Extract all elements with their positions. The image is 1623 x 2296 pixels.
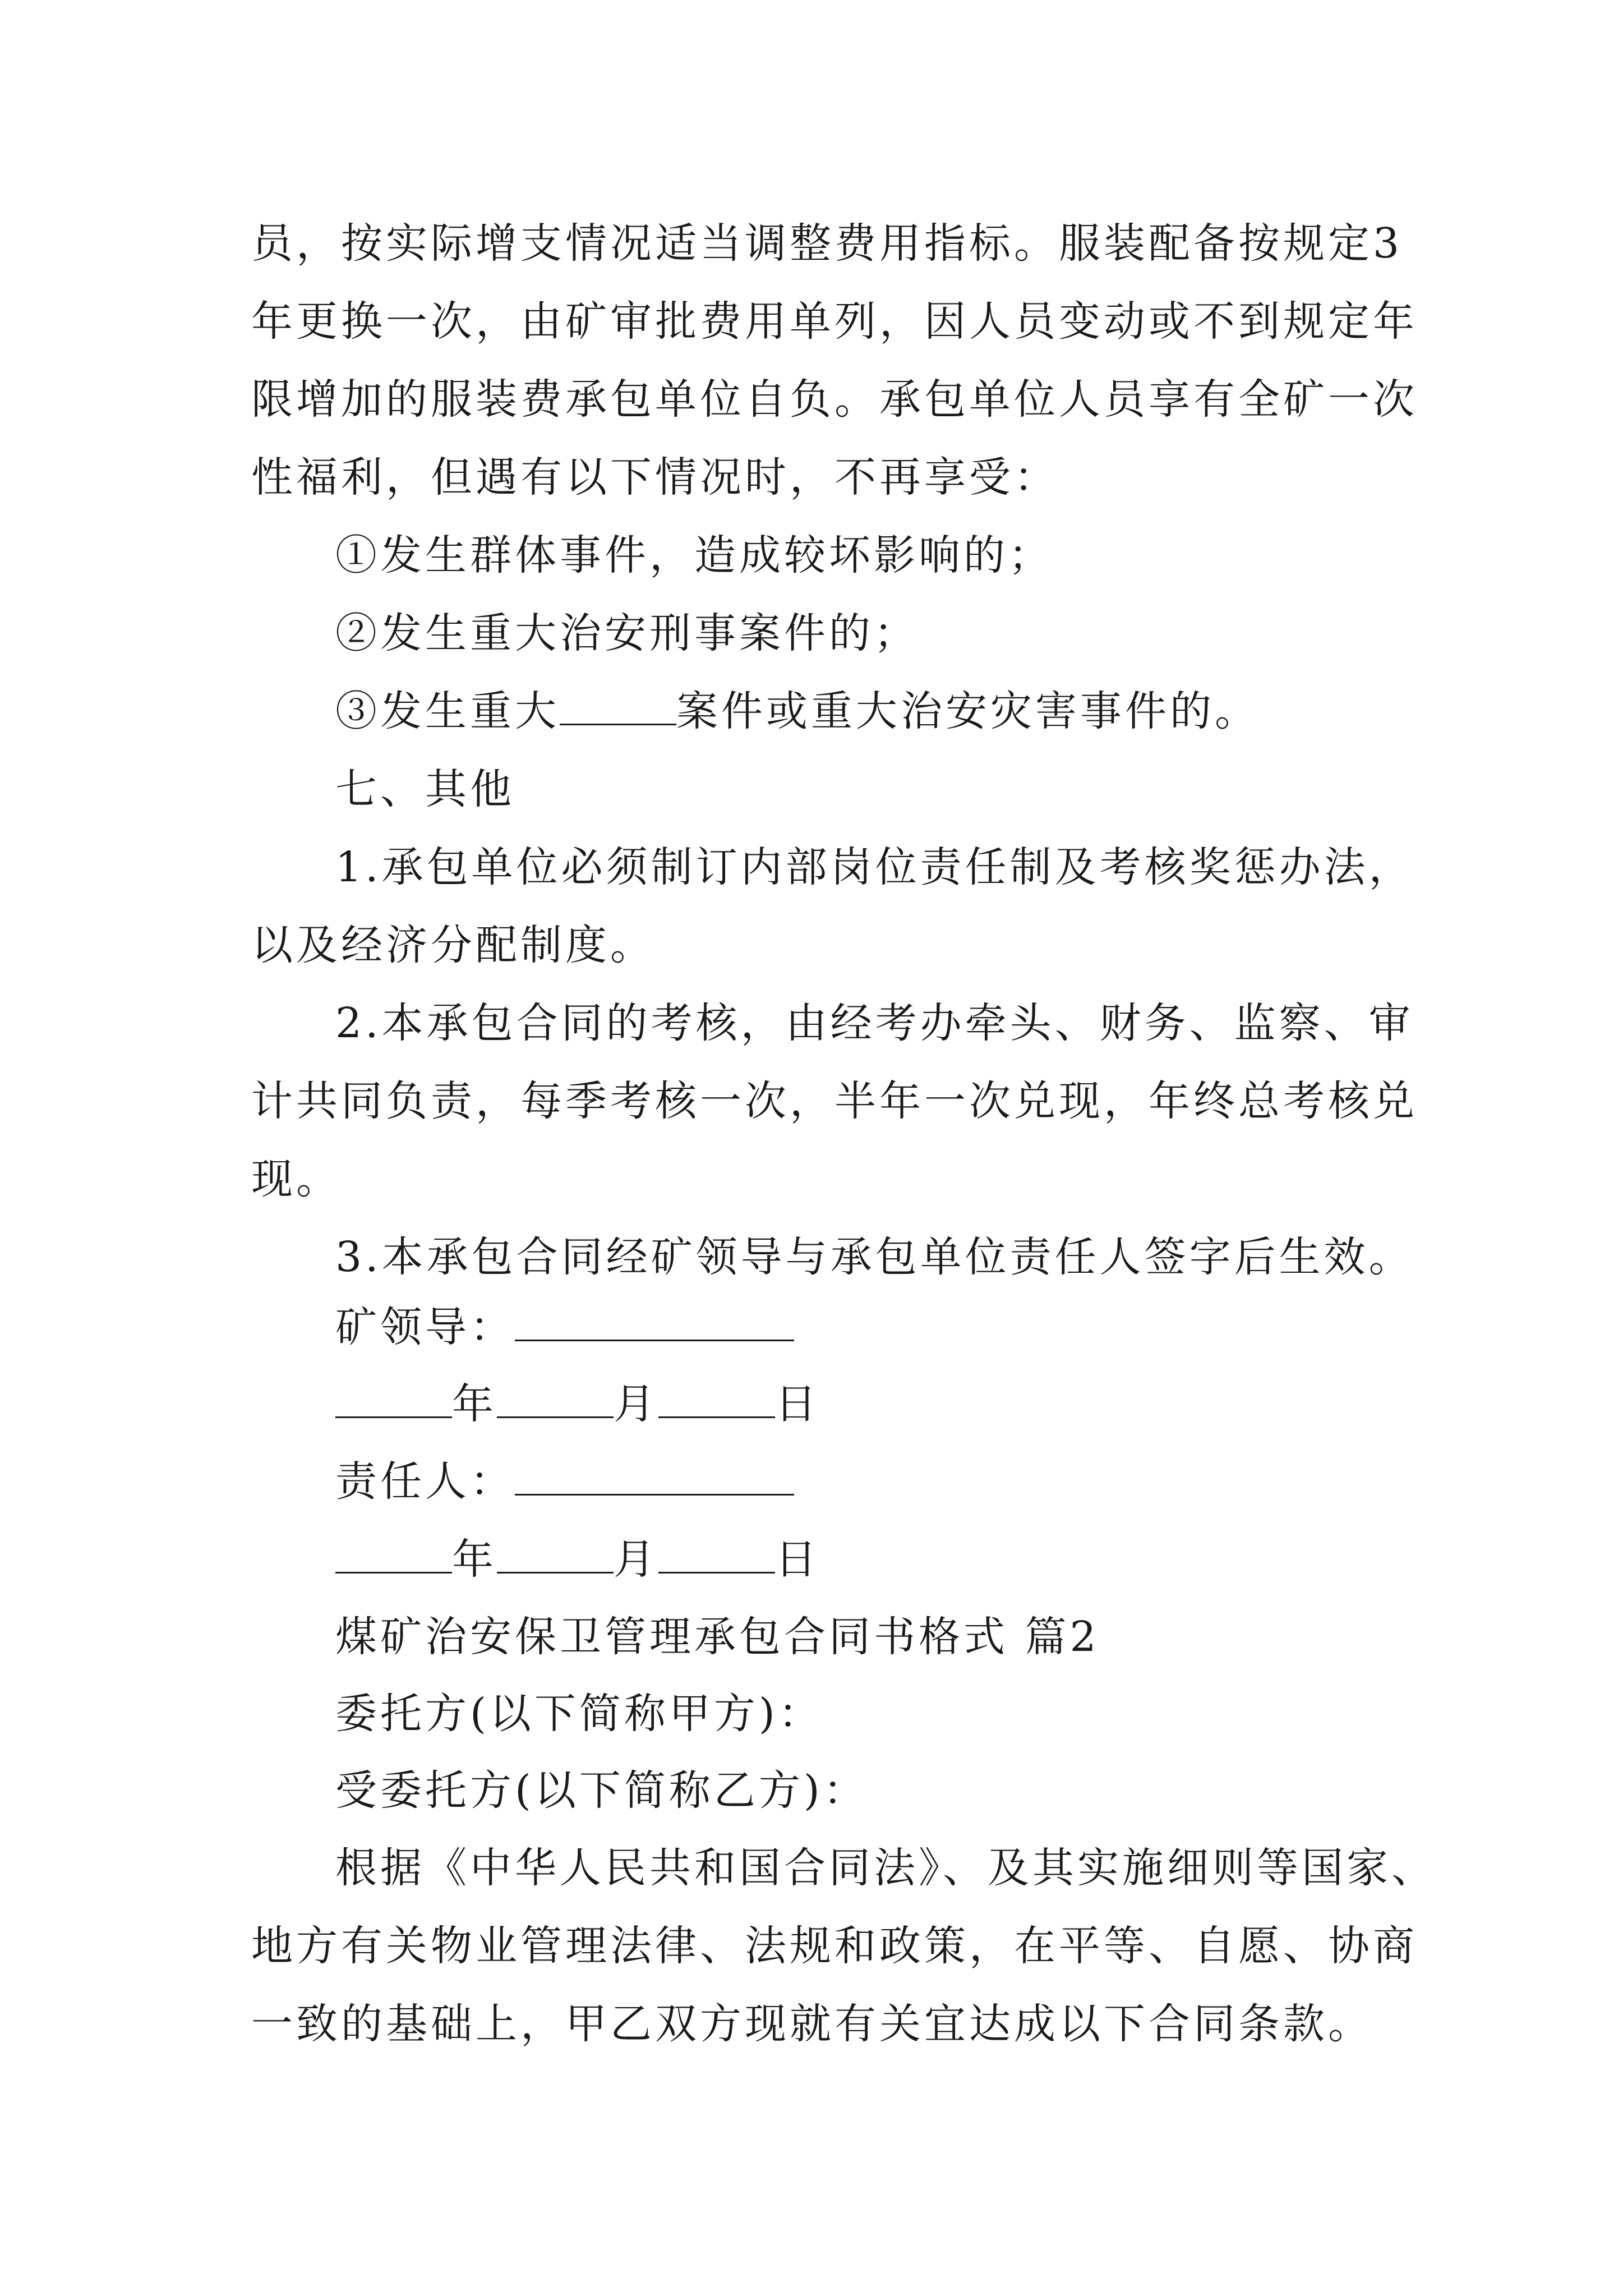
clause-line: 1.承包单位必须制订内部岗位责任制及考核奖惩办法， (335, 843, 1414, 891)
preamble-line: 地方有关物业管理法律、法规和政策，在平等、自愿、协商 (251, 1922, 1418, 1970)
clause-line: 现。 (251, 1155, 341, 1203)
year-blank (335, 1379, 452, 1418)
list-item-text: ③发生重大 (335, 687, 560, 735)
clause-line: 2.本承包合同的考核，由经考办牵头、财务、监察、审 (335, 999, 1414, 1047)
signature-blank (515, 1303, 794, 1341)
signature-label: 责任人： (335, 1457, 515, 1506)
preamble-line: 根据《中华人民共和国合同法》、及其实施细则等国家、 (335, 1844, 1436, 1892)
month-label: 月 (614, 1535, 658, 1584)
list-item-text: 案件或重大治安灾害事件的。 (676, 687, 1260, 735)
day-label: 日 (775, 1380, 820, 1428)
day-label: 日 (775, 1535, 820, 1584)
list-item: ②发生重大治安刑事案件的； (335, 609, 919, 657)
month-label: 月 (614, 1380, 658, 1428)
year-label: 年 (452, 1535, 497, 1584)
list-item: ①发生群体事件，造成较坏影响的； (335, 531, 1053, 579)
paragraph-line: 限增加的服装费承包单位自负。承包单位人员享有全矿一次 (251, 375, 1418, 424)
preamble-line: 一致的基础上，甲乙双方现就有关宜达成以下合同条款。 (251, 2000, 1373, 2048)
year-blank (335, 1535, 452, 1573)
section-heading: 七、其他 (335, 765, 515, 813)
clause-line: 计共同负责，每季考核一次，半年一次兑现，年终总考核兑 (251, 1077, 1418, 1125)
party-a-line: 委托方(以下简称甲方)： (335, 1690, 823, 1738)
paragraph-line: 性福利，但遇有以下情况时，不再享受： (251, 453, 1059, 501)
month-blank (497, 1535, 614, 1573)
clause-line: 3.本承包合同经矿领导与承包单位责任人签字后生效。 (335, 1233, 1414, 1281)
signature-blank (515, 1457, 794, 1496)
signature-mine-leader (335, 1299, 1502, 1355)
party-b-line: 受委托方(以下简称乙方)： (335, 1766, 868, 1815)
paragraph-line: 年更换一次，由矿审批费用单列，因人员变动或不到规定年 (251, 297, 1418, 346)
paragraph-line: 员，按实际增支情况适当调整费用指标。服装配备按规定3 (251, 219, 1403, 268)
day-blank (658, 1379, 775, 1418)
clause-line: 以及经济分配制度。 (251, 921, 655, 969)
signature-responsible (335, 1453, 1502, 1510)
month-blank (497, 1379, 614, 1418)
date-line (335, 1531, 1502, 1588)
signature-label: 矿领导： (335, 1303, 515, 1351)
blank-field (560, 687, 676, 725)
part-title: 煤矿治安保卫管理承包合同书格式 篇2 (335, 1613, 1100, 1661)
date-line (335, 1376, 1502, 1432)
list-item (335, 683, 1502, 739)
day-blank (658, 1535, 775, 1573)
year-label: 年 (452, 1380, 497, 1428)
